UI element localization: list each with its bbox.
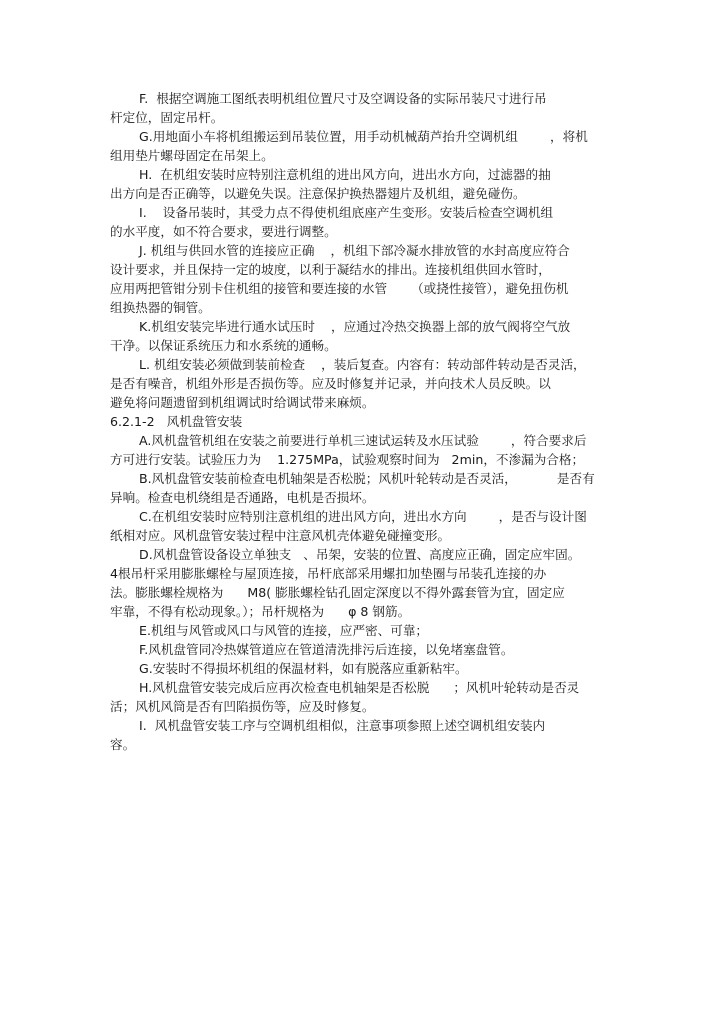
text-line: L. 机组安装必须做到装前检查 ，装后复查。内容有：转动部件转动是否灵活， [139,357,586,372]
text-line: 活；风机风筒是否有凹陷损伤等，应及时修复。 [110,699,375,714]
text-line: K.机组安装完毕进行通水试压时 ，应通过冷热交换器上部的放气阀将空气放 [139,319,571,334]
text-line: B.风机盘管安装前检查电机轴架是否松脱；风机叶轮转动是否灵活， 是否有 [139,471,595,486]
text-line: D.风机盘管设备设立单独支 、吊架，安装的位置、高度应正确，固定应牢固。 [139,547,581,562]
text-line: 牢靠，不得有松动现象。）；吊杆规格为 φ 8 钢筋。 [110,604,411,619]
text-line: G.安装时不得损坏机组的保温材料，如有脱落应重新粘牢。 [139,661,468,676]
text-line: 干净。以保证系统压力和水系统的通畅。 [110,338,337,353]
text-line: F.风机盘管同冷热媒管道应在管道清洗排污后连接，以免堵塞盘管。 [139,642,514,657]
text-line: H.风机盘管安装完成后应再次检查电机轴架是否松脱 ；风机叶轮转动是否灵 [139,680,580,695]
text-line: 纸相对应。风机盘管安装过程中注意风机壳体避免碰撞变形。 [110,528,451,543]
text-line: 是否有噪音，机组外形是否损伤等。应及时修复并记录，并向技术人员反映。以 [110,376,551,391]
text-line: 容。 [110,737,136,752]
text-line: 方可进行安装。试验压力为 1.275MPa，试验观察时间为 2min，不渗漏为合格； [110,452,585,467]
text-line: F. 根据空调施工图纸表明机组位置尺寸及空调设备的实际吊装尺寸进行吊 [139,91,547,106]
text-line: I. 风机盘管安装工序与空调机组相似，注意事项参照上述空调机组安装内 [139,718,546,733]
text-line: 杆定位，固定吊杆。 [110,110,224,125]
text-line: A.风机盘管机组在安装之前要进行单机三速试运转及水压试验 ，符合要求后 [139,433,587,448]
text-line: E.机组与风管或风口与风管的连接，应严密、可靠； [139,623,429,638]
text-line: 出方向是否正确等，以避免失误。注意保护换热器翅片及机组，避免碰伤。 [110,186,526,201]
text-line: I. 设备吊装时，其受力点不得使机组底座产生变形。安装后检查空调机组 [139,205,554,220]
text-line: 组换热器的铜管。 [110,300,211,315]
text-line: G.用地面小车将机组搬运到吊装位置，用手动机械葫芦抬升空调机组 ，将机 [139,129,588,144]
text-line: 设计要求，并且保持一定的坡度，以利于凝结水的排出。连接机组供回水管时， [110,262,551,277]
text-line: 异响。检查电机绕组是否通路，电机是否损坏。 [110,490,375,505]
text-line: 的水平度，如不符合要求，要进行调整。 [110,224,337,239]
text-line: J. 机组与供回水管的连接应正确 ，机组下部冷凝水排放管的水封高度应符合 [139,243,570,258]
text-line: 避免将问题遗留到机组调试时给调试带来麻烦。 [110,395,375,410]
text-line: C.在机组安装时应特别注意机组的进出风方向，进出水方向 ，是否与设计图 [139,509,587,524]
text-line: 4根吊杆采用膨胀螺栓与屋顶连接，吊杆底部采用螺扣加垫圈与吊装孔连接的办 [110,566,547,581]
text-line: 组用垫片螺母固定在吊架上。 [110,148,274,163]
text-line: 应用两把管钳分别卡住机组的接管和要连接的水管 （或挠性接管），避免扭伤机 [110,281,569,296]
section-heading: 6.2.1-2 风机盘管安装 [110,414,243,429]
text-line: 法。膨胀螺栓规格为 M8( 膨胀螺栓钻孔固定深度以不得外露套管为宜，固定应 [110,585,565,600]
text-line: H. 在机组安装时应特别注意机组的进出风方向，进出水方向，过滤器的抽 [139,167,551,182]
